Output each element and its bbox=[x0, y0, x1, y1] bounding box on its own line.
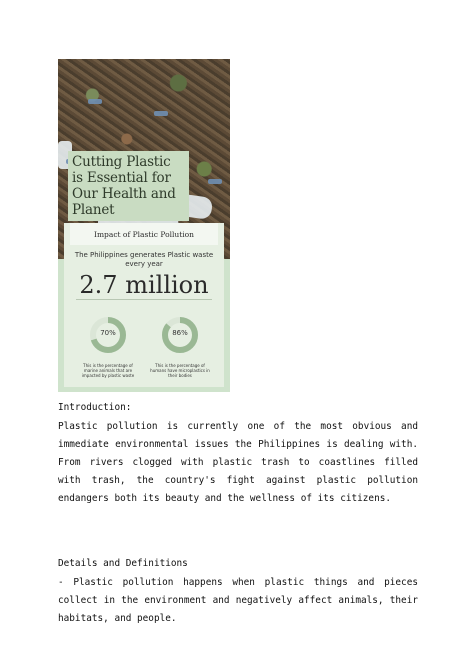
marine-animals-donut bbox=[88, 315, 128, 355]
panel-heading: Impact of Plastic Pollution bbox=[93, 230, 195, 239]
microplastics-donut bbox=[160, 315, 200, 355]
intro-heading: Introduction: bbox=[58, 402, 132, 413]
plastic-scrap-shape bbox=[154, 111, 168, 116]
intro-paragraph: Plastic pollution is currently one of the most obvious and immediate environmental issues the Philippines is dealing with. From rivers clogged with plastic trash to coastlines filled with trash, the country's fight against plastic pollution endangers both its beauty and the wellness of its citizens. bbox=[58, 421, 418, 504]
plastic-scrap-shape bbox=[88, 99, 102, 104]
plastic-scrap-shape bbox=[208, 179, 222, 184]
details-heading: Details and Definitions bbox=[58, 558, 188, 569]
impact-panel bbox=[64, 223, 224, 387]
panel-header bbox=[70, 223, 218, 245]
waste-subheading: The Philippines generates Plastic waste every year bbox=[74, 251, 214, 268]
stat-caption: This is the percentage of marine animals that are impacted by plastic waste bbox=[81, 363, 135, 378]
stat-label: 70% bbox=[100, 329, 116, 337]
details-paragraph: - Plastic pollution happens when plastic things and pieces collect in the environment and negatively affect animals, their habitats, and people. bbox=[58, 577, 418, 624]
stat-caption: This is the percentage of humans have microplastics in their bodies bbox=[150, 363, 210, 378]
stat-label: 86% bbox=[172, 329, 188, 337]
infographic-title: Cutting Plastic is Essential for Our Health and Planet bbox=[68, 151, 189, 221]
divider bbox=[76, 299, 212, 300]
infographic bbox=[58, 59, 230, 392]
waste-amount: 2.7 million bbox=[79, 271, 209, 299]
